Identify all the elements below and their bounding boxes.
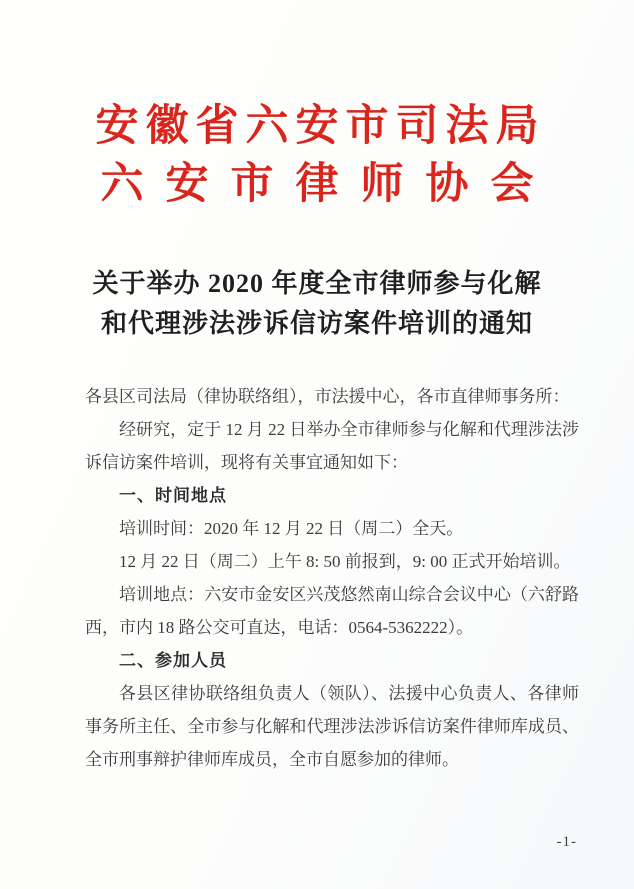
section2-heading: 二、参加人员: [119, 651, 227, 670]
training-venue-paragraph: 培训地点：六安市金安区兴茂悠然南山综合会议中心（六舒路西，市内 18 路公交可直达，电话：0564-5362222）。: [85, 585, 579, 637]
letterhead-line2: 六安市律师协会: [100, 161, 556, 208]
letterhead-line1: 安徽省六安市司法局: [95, 103, 546, 150]
notice-title-line2: 和代理涉法涉诉信访案件培训的通知: [100, 309, 533, 338]
checkin-time-line: 12 月 22 日（周二）上午 8: 50 前报到，9: 00 正式开始培训。: [119, 552, 571, 571]
intro-paragraph: 经研究，定于 12 月 22 日举办全市律师参与化解和代理涉法涉诉信访案件培训，现将有关事宜通知如下：: [85, 420, 579, 472]
page-footer: [557, 834, 578, 851]
notice-title: [0, 264, 634, 344]
section1-heading: 一、时间地点: [119, 486, 227, 505]
training-time-line: 培训时间：2020 年 12 月 22 日（周二）全天。: [119, 519, 464, 538]
notice-title-line1: 关于举办 2020 年度全市律师参与化解: [92, 269, 542, 298]
page-number: -1-: [556, 834, 577, 850]
attendees-paragraph: 各县区律协联络组负责人（领队）、法援中心负责人、各律师事务所主任、全市参与化解和代理涉法涉诉信访案件律师库成员、全市刑事辩护律师库成员，全市自愿参加的律师。: [85, 684, 579, 769]
letterhead: [0, 0, 634, 214]
salutation-line: 各县区司法局（律协联络组），市法援中心，各市直律师事务所：: [85, 387, 570, 406]
notice-body: [85, 380, 579, 776]
